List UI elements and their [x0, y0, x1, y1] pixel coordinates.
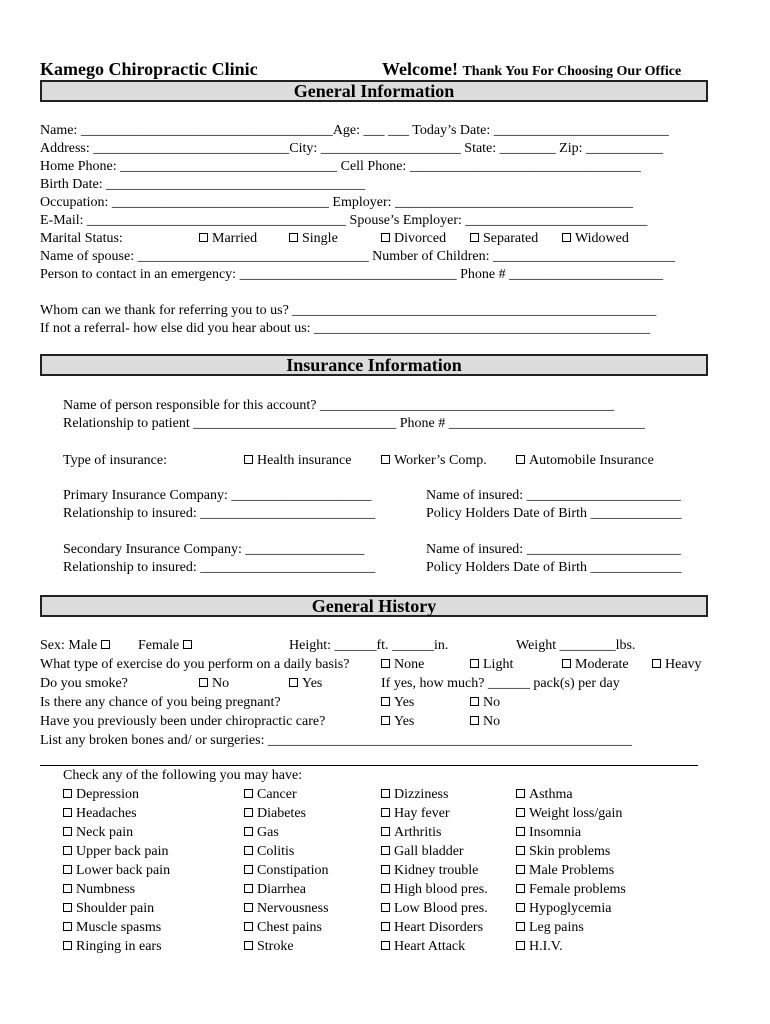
condition-checkbox[interactable]: [244, 825, 279, 841]
section-general-history: General History: [40, 595, 708, 617]
prev-care-no-label: No: [483, 714, 501, 729]
responsible-person-field[interactable]: Name of person responsible for this account? __________________________________________: [63, 398, 614, 413]
home-phone-field[interactable]: Home Phone: _______________________________ Cell Phone: _________________________________: [40, 159, 641, 174]
condition-checkbox[interactable]: [516, 882, 626, 898]
condition-checkbox[interactable]: [63, 844, 169, 860]
condition-checkbox[interactable]: [244, 901, 329, 917]
checkbox-icon: [470, 233, 479, 242]
condition-label: Asthma: [529, 787, 573, 802]
checkbox-icon: [381, 789, 390, 798]
checkbox-icon: [244, 789, 253, 798]
condition-checkbox[interactable]: [63, 863, 170, 879]
checkbox-icon: [244, 922, 253, 931]
prev-care-yes-label: Yes: [394, 714, 415, 729]
condition-label: High blood pres.: [394, 882, 488, 897]
condition-label: Neck pain: [76, 825, 134, 840]
checkbox-icon: [63, 865, 72, 874]
condition-checkbox[interactable]: [381, 825, 441, 841]
checkbox-icon: [289, 233, 298, 242]
condition-checkbox[interactable]: [516, 939, 563, 955]
marital-status-label: Marital Status:: [40, 231, 123, 246]
condition-label: Diabetes: [257, 806, 306, 821]
condition-checkbox[interactable]: [63, 825, 133, 841]
condition-label: Cancer: [257, 787, 297, 802]
married-checkbox[interactable]: [199, 231, 257, 247]
section-general-information: General Information: [40, 80, 708, 102]
exercise-light-label: Light: [483, 657, 514, 672]
checkbox-icon: [381, 659, 390, 668]
checkbox-icon: [381, 808, 390, 817]
primary-insurance-field[interactable]: Primary Insurance Company: ____________________: [63, 488, 372, 503]
condition-label: Ringing in ears: [76, 939, 162, 954]
condition-checkbox[interactable]: [244, 863, 329, 879]
condition-checkbox[interactable]: [516, 825, 581, 841]
checkbox-icon: [63, 808, 72, 817]
welcome-text: Welcome!: [382, 59, 458, 79]
checkbox-icon: [562, 659, 571, 668]
exercise-heavy-label: Heavy: [665, 657, 702, 672]
condition-checkbox[interactable]: [381, 901, 488, 917]
condition-label: Hypoglycemia: [529, 901, 612, 916]
exercise-light-checkbox[interactable]: [470, 657, 513, 673]
condition-checkbox[interactable]: [63, 882, 135, 898]
prev-care-yes-checkbox[interactable]: [381, 714, 414, 730]
condition-checkbox[interactable]: [381, 844, 464, 860]
height-field[interactable]: Height: ______ft. ______in.: [289, 638, 449, 653]
condition-checkbox[interactable]: [63, 920, 161, 936]
checkbox-icon: [516, 903, 525, 912]
married-label: Married: [212, 231, 258, 246]
condition-checkbox[interactable]: [381, 939, 465, 955]
pregnant-question: Is there any chance of you being pregnant?: [40, 695, 281, 710]
checkbox-icon: [516, 808, 525, 817]
primary-relationship-field[interactable]: Relationship to insured: _________________________: [63, 506, 376, 521]
condition-label: Headaches: [76, 806, 137, 821]
condition-label: Dizziness: [394, 787, 449, 802]
checkbox-icon: [381, 846, 390, 855]
condition-label: Colitis: [257, 844, 295, 859]
workers-comp-checkbox[interactable]: [381, 453, 487, 469]
secondary-insurance-field[interactable]: Secondary Insurance Company: _________________: [63, 542, 365, 557]
smoke-yes-label: Yes: [302, 676, 323, 691]
exercise-heavy-checkbox[interactable]: [652, 657, 702, 673]
condition-checkbox[interactable]: [244, 920, 322, 936]
condition-checkbox[interactable]: [381, 920, 483, 936]
checkbox-icon: [652, 659, 661, 668]
smoke-no-label: No: [212, 676, 230, 691]
checkbox-icon: [516, 941, 525, 950]
prev-care-question: Have you previously been under chiropractic care?: [40, 714, 326, 729]
checkbox-icon: [183, 640, 192, 649]
checkbox-icon: [516, 827, 525, 836]
condition-checkbox[interactable]: [381, 787, 448, 803]
secondary-dob-field[interactable]: Policy Holders Date of Birth _____________: [426, 560, 682, 575]
checkbox-icon: [381, 697, 390, 706]
condition-label: Skin problems: [529, 844, 611, 859]
sex-male-label: Sex: Male: [40, 638, 98, 653]
divorced-label: Divorced: [394, 231, 447, 246]
checkbox-icon: [470, 716, 479, 725]
spouse-field[interactable]: Name of spouse: _________________________________ Number of Children: __________________________: [40, 249, 676, 264]
condition-checkbox[interactable]: [516, 920, 584, 936]
checkbox-icon: [63, 903, 72, 912]
primary-dob-field[interactable]: Policy Holders Date of Birth _____________: [426, 506, 682, 521]
checkbox-icon: [470, 659, 479, 668]
condition-label: Numbness: [76, 882, 136, 897]
checkbox-icon: [199, 233, 208, 242]
checkbox-icon: [381, 865, 390, 874]
condition-label: Depression: [76, 787, 139, 802]
sex-male-checkbox[interactable]: [40, 638, 114, 654]
condition-checkbox[interactable]: [516, 863, 614, 879]
condition-checkbox[interactable]: [244, 806, 306, 822]
condition-label: Chest pains: [257, 920, 322, 935]
checkbox-icon: [244, 455, 253, 464]
condition-label: Arthritis: [394, 825, 442, 840]
prev-care-no-checkbox[interactable]: [470, 714, 500, 730]
clinic-name: Kamego Chiropractic Clinic: [40, 59, 258, 79]
condition-checkbox[interactable]: [381, 806, 450, 822]
checkbox-icon: [63, 827, 72, 836]
checkbox-icon: [381, 716, 390, 725]
checkbox-icon: [470, 697, 479, 706]
automobile-insurance-label: Automobile Insurance: [529, 453, 654, 468]
weight-field[interactable]: Weight ________lbs.: [516, 638, 636, 653]
insurance-type-label: Type of insurance:: [63, 453, 167, 468]
address-field[interactable]: Address: ____________________________City: ____________________ State: ________ Zip: ___________: [40, 141, 663, 156]
exercise-none-checkbox[interactable]: [381, 657, 424, 673]
birth-date-field[interactable]: Birth Date: _____________________________________: [40, 177, 366, 192]
exercise-question: What type of exercise do you perform on a daily basis?: [40, 657, 350, 672]
condition-label: Heart Disorders: [394, 920, 484, 935]
condition-checkbox[interactable]: [516, 844, 610, 860]
checkbox-icon: [63, 922, 72, 931]
smoke-no-checkbox[interactable]: [199, 676, 229, 692]
condition-label: Female problems: [529, 882, 626, 897]
checkbox-icon: [516, 455, 525, 464]
exercise-none-label: None: [394, 657, 425, 672]
referral-field[interactable]: Whom can we thank for referring you to us? ____________________________________________________: [40, 303, 657, 318]
single-checkbox[interactable]: [289, 231, 338, 247]
checkbox-icon: [381, 827, 390, 836]
separated-label: Separated: [483, 231, 539, 246]
separated-checkbox[interactable]: [470, 231, 538, 247]
condition-checkbox[interactable]: [63, 901, 154, 917]
condition-label: Heart Attack: [394, 939, 466, 954]
condition-label: H.I.V.: [529, 939, 563, 954]
female-checkbox[interactable]: [138, 638, 196, 654]
exercise-moderate-label: Moderate: [575, 657, 629, 672]
condition-checkbox[interactable]: [63, 806, 137, 822]
smoke-question: Do you smoke?: [40, 676, 128, 691]
checkbox-icon: [516, 789, 525, 798]
condition-label: Nervousness: [257, 901, 329, 916]
single-label: Single: [302, 231, 338, 246]
pregnant-yes-label: Yes: [394, 695, 415, 710]
broken-bones-field[interactable]: List any broken bones and/ or surgeries: ____________________________________________________: [40, 733, 632, 748]
checkbox-icon: [244, 884, 253, 893]
condition-label: Kidney trouble: [394, 863, 479, 878]
answer-line[interactable]: [40, 765, 698, 766]
smoke-yes-checkbox[interactable]: [289, 676, 322, 692]
checkbox-icon: [63, 789, 72, 798]
relationship-field[interactable]: Relationship to patient _____________________________ Phone # ____________________________: [63, 416, 645, 431]
health-insurance-checkbox[interactable]: [244, 453, 351, 469]
female-label: Female: [138, 638, 180, 653]
section-insurance-information: Insurance Information: [40, 354, 708, 376]
checkbox-icon: [516, 865, 525, 874]
hear-about-field[interactable]: If not a referral- how else did you hear about us: ________________________________________________: [40, 321, 651, 336]
checkbox-icon: [381, 903, 390, 912]
pregnant-no-checkbox[interactable]: [470, 695, 500, 711]
condition-checkbox[interactable]: [516, 806, 622, 822]
condition-label: Weight loss/gain: [529, 806, 623, 821]
condition-label: Muscle spasms: [76, 920, 162, 935]
condition-label: Upper back pain: [76, 844, 169, 859]
occupation-field[interactable]: Occupation: _______________________________ Employer: __________________________________: [40, 195, 634, 210]
checkbox-icon: [244, 903, 253, 912]
condition-label: Gas: [257, 825, 279, 840]
checkbox-icon: [516, 884, 525, 893]
welcome-heading: [382, 59, 681, 82]
health-insurance-label: Health insurance: [257, 453, 352, 468]
condition-checkbox[interactable]: [63, 787, 139, 803]
condition-checkbox[interactable]: [244, 882, 306, 898]
name-field[interactable]: Name: ____________________________________Age: ___ ___ Today’s Date: _________________________: [40, 123, 669, 138]
condition-checkbox[interactable]: [381, 863, 478, 879]
checkbox-icon: [244, 827, 253, 836]
condition-label: Male Problems: [529, 863, 615, 878]
checkbox-icon: [63, 846, 72, 855]
checkbox-icon: [381, 941, 390, 950]
thanks-text: Thank You For Choosing Our Office: [462, 64, 682, 79]
condition-checkbox[interactable]: [516, 787, 573, 803]
widowed-label: Widowed: [575, 231, 629, 246]
checkbox-icon: [381, 455, 390, 464]
checkbox-icon: [562, 233, 571, 242]
checkbox-icon: [381, 884, 390, 893]
secondary-insured-name-field[interactable]: Name of insured: ______________________: [426, 542, 681, 557]
condition-label: Diarrhea: [257, 882, 306, 897]
condition-label: Shoulder pain: [76, 901, 155, 916]
condition-label: Insomnia: [529, 825, 582, 840]
checkbox-icon: [244, 846, 253, 855]
pregnant-yes-checkbox[interactable]: [381, 695, 414, 711]
checkbox-icon: [381, 922, 390, 931]
divorced-checkbox[interactable]: [381, 231, 446, 247]
checkbox-icon: [381, 233, 390, 242]
condition-checkbox[interactable]: [244, 844, 294, 860]
widowed-checkbox[interactable]: [562, 231, 629, 247]
checkbox-icon: [244, 808, 253, 817]
condition-label: Constipation: [257, 863, 329, 878]
secondary-relationship-field[interactable]: Relationship to insured: _________________________: [63, 560, 376, 575]
pregnant-no-label: No: [483, 695, 501, 710]
condition-checkbox[interactable]: [381, 882, 488, 898]
checkbox-icon: [101, 640, 110, 649]
condition-label: Leg pains: [529, 920, 584, 935]
packs-per-day-field[interactable]: If yes, how much? ______ pack(s) per day: [381, 676, 620, 691]
checkbox-icon: [516, 846, 525, 855]
condition-label: Gall bladder: [394, 844, 464, 859]
checkbox-icon: [244, 865, 253, 874]
checkbox-icon: [244, 941, 253, 950]
automobile-insurance-checkbox[interactable]: [516, 453, 654, 469]
condition-label: Lower back pain: [76, 863, 171, 878]
checkbox-icon: [516, 922, 525, 931]
checkbox-icon: [63, 884, 72, 893]
exercise-moderate-checkbox[interactable]: [562, 657, 629, 673]
emergency-contact-field[interactable]: Person to contact in an emergency: _______________________________ Phone # ______________________: [40, 267, 664, 282]
condition-checkbox[interactable]: [516, 901, 611, 917]
condition-label: Hay fever: [394, 806, 450, 821]
condition-checkbox[interactable]: [244, 939, 294, 955]
condition-label: Stroke: [257, 939, 294, 954]
email-field[interactable]: E-Mail: _____________________________________ Spouse’s Employer: __________________________: [40, 213, 648, 228]
condition-label: Low Blood pres.: [394, 901, 488, 916]
check-conditions-label: Check any of the following you may have:: [63, 768, 303, 783]
primary-insured-name-field[interactable]: Name of insured: ______________________: [426, 488, 681, 503]
condition-checkbox[interactable]: [63, 939, 162, 955]
checkbox-icon: [63, 941, 72, 950]
checkbox-icon: [289, 678, 298, 687]
condition-checkbox[interactable]: [244, 787, 297, 803]
checkbox-icon: [199, 678, 208, 687]
workers-comp-label: Worker’s Comp.: [394, 453, 487, 468]
